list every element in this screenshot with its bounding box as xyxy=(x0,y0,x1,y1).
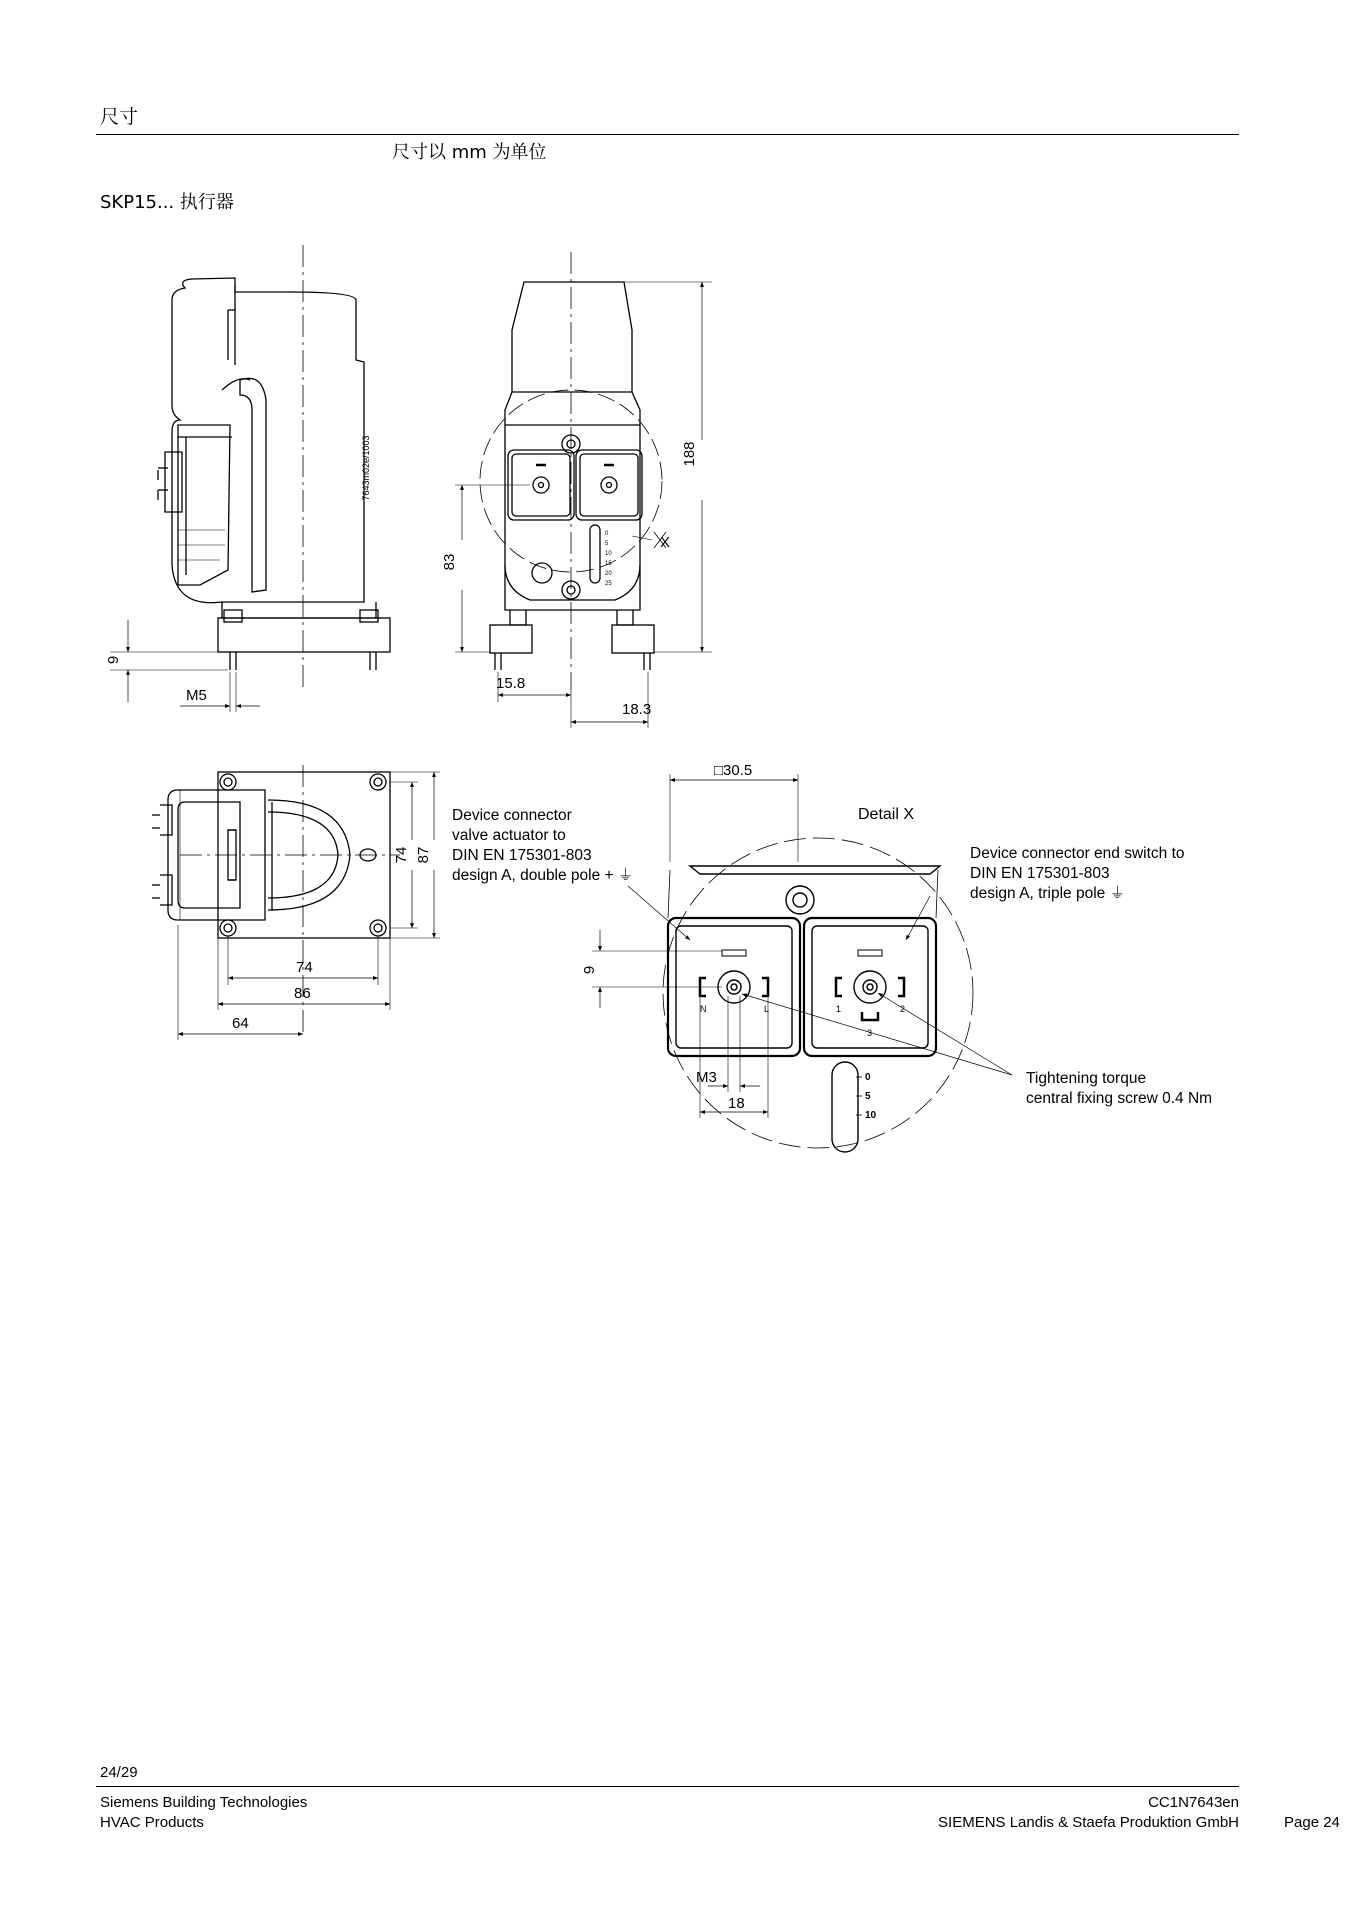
torque-line-1: Tightening torque xyxy=(1026,1070,1147,1087)
dim-83: 83 xyxy=(441,553,458,571)
front-scale-0: 0 xyxy=(605,531,609,537)
footer-company xyxy=(100,1793,307,1833)
dim-18-3: 18.3 xyxy=(622,701,652,718)
producer-name: SIEMENS Landis & Staefa Produktion GmbH xyxy=(938,1814,1239,1831)
dim-15-8: 15.8 xyxy=(496,675,526,692)
switch-connector-line-1: Device connector end switch to xyxy=(970,845,1185,862)
detail-scale xyxy=(865,1072,877,1121)
front-scale-15: 15 xyxy=(605,561,612,567)
switch-connector-note xyxy=(970,845,1185,902)
detail-dim-m3: M3 xyxy=(696,1069,717,1086)
dim-square-30-5: □30.5 xyxy=(714,762,753,779)
dim-74-vertical: 74 xyxy=(393,846,410,864)
valve-connector-line-4: design A, double pole + ⏚ xyxy=(452,867,634,884)
drawing-code: 7643m02e/1003 xyxy=(361,435,371,501)
side-view xyxy=(110,245,390,712)
dim-64: 64 xyxy=(232,1015,249,1032)
detail-scale-ticks xyxy=(856,1077,862,1115)
detail-dim-18: 18 xyxy=(728,1095,745,1112)
front-scale xyxy=(605,531,612,587)
front-view xyxy=(455,252,712,728)
front-scale-25: 25 xyxy=(605,581,612,587)
doc-code: CC1N7643en xyxy=(1148,1794,1239,1811)
detail-dim-9: 9 xyxy=(581,965,598,975)
pin-label-n: N xyxy=(700,1004,707,1014)
dim-74-horizontal: 74 xyxy=(296,959,313,976)
units-note: 尺寸以 mm 为单位 xyxy=(392,142,547,163)
pin-label-1: 1 xyxy=(836,1004,842,1014)
detail-title: Detail X xyxy=(858,806,915,823)
side-dim-m5: M5 xyxy=(186,687,207,704)
switch-connector-line-2: DIN EN 175301-803 xyxy=(970,865,1110,882)
valve-connector-line-2: valve actuator to xyxy=(452,827,566,844)
page-label: Page 24 xyxy=(1284,1814,1340,1831)
valve-connector-line-3: DIN EN 175301-803 xyxy=(452,847,592,864)
pin-label-l: L xyxy=(764,1004,770,1014)
company-line-1: Siemens Building Technologies xyxy=(100,1794,308,1811)
dim-86: 86 xyxy=(294,985,311,1002)
footer-producer xyxy=(938,1793,1239,1833)
footer-rule xyxy=(96,1786,1239,1787)
switch-connector-line-3: design A, triple pole ⏚ xyxy=(970,885,1126,902)
pin-label-2: 2 xyxy=(900,1004,906,1014)
valve-connector-line-1: Device connector xyxy=(452,807,572,824)
front-scale-5: 5 xyxy=(605,541,609,547)
side-dim-9: 9 xyxy=(105,655,122,665)
pin-label-3: 3 xyxy=(867,1028,873,1038)
model-title: SKP15... 执行器 xyxy=(100,192,234,213)
torque-line-2: central fixing screw 0.4 Nm xyxy=(1026,1090,1213,1107)
valve-connector-note xyxy=(452,807,633,884)
page-fraction: 24/29 xyxy=(100,1764,138,1781)
detail-scale-10: 10 xyxy=(865,1110,877,1121)
detail-marker: X xyxy=(660,534,671,551)
dim-87: 87 xyxy=(415,846,432,864)
section-title: 尺寸 xyxy=(100,106,139,128)
torque-note xyxy=(1026,1070,1212,1107)
dim-188: 188 xyxy=(681,441,698,467)
company-line-2: HVAC Products xyxy=(100,1814,204,1831)
front-scale-20: 20 xyxy=(605,571,612,577)
front-scale-10: 10 xyxy=(605,551,612,557)
detail-x-view xyxy=(592,774,1012,1152)
detail-scale-5: 5 xyxy=(865,1091,871,1102)
detail-scale-0: 0 xyxy=(865,1072,871,1083)
